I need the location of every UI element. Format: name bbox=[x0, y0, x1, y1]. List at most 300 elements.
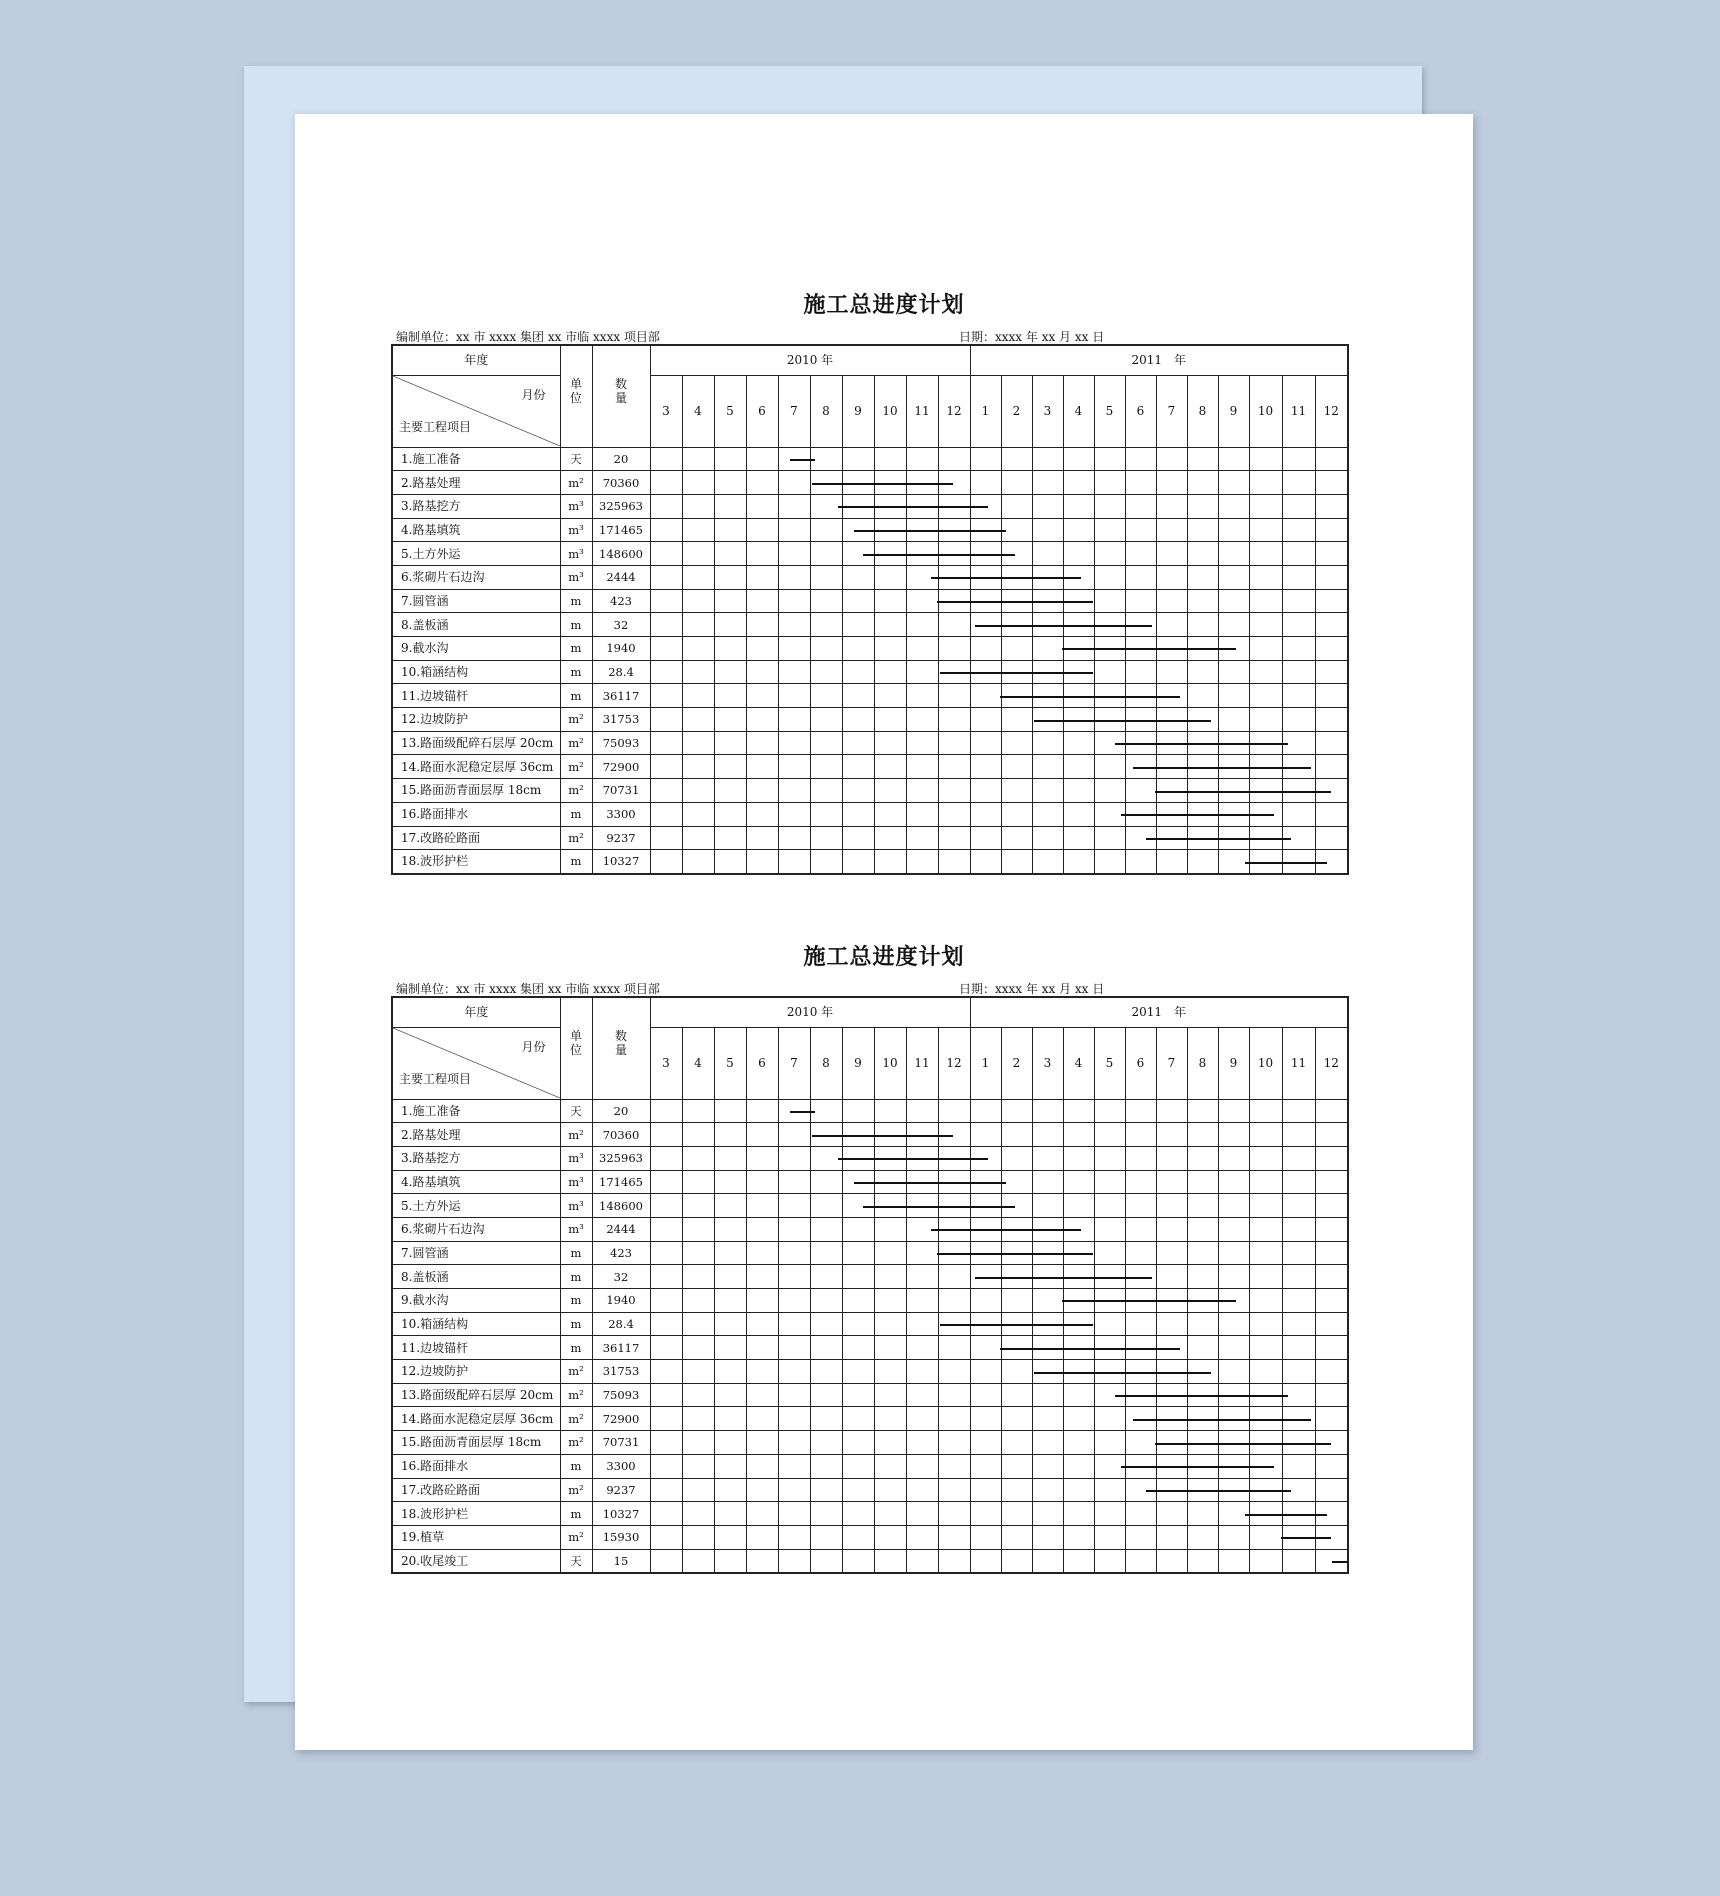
month-cell bbox=[650, 494, 682, 518]
month-cell bbox=[938, 1194, 970, 1218]
month-cell bbox=[842, 1146, 874, 1170]
month-cell bbox=[1125, 589, 1156, 613]
month-cell bbox=[810, 494, 842, 518]
table-row bbox=[392, 708, 1348, 732]
month-cell bbox=[1032, 1241, 1063, 1265]
month-cell bbox=[682, 542, 714, 566]
table-row bbox=[392, 494, 1348, 518]
month-cell bbox=[874, 1478, 906, 1502]
month-header: 3 bbox=[650, 1027, 682, 1099]
month-cell bbox=[1218, 1123, 1249, 1147]
item-name: 17.改路砼路面 bbox=[392, 1478, 560, 1502]
item-quantity: 70360 bbox=[592, 1123, 650, 1147]
month-cell bbox=[810, 1454, 842, 1478]
month-cell bbox=[970, 1289, 1001, 1313]
month-cell bbox=[1001, 471, 1032, 495]
month-cell bbox=[1156, 613, 1187, 637]
month-cell bbox=[842, 1194, 874, 1218]
item-quantity: 148600 bbox=[592, 1194, 650, 1218]
month-cell bbox=[1001, 1478, 1032, 1502]
month-cell bbox=[1094, 637, 1125, 661]
month-cell bbox=[682, 1241, 714, 1265]
month-cell bbox=[1249, 731, 1282, 755]
month-cell bbox=[1156, 589, 1187, 613]
month-cell bbox=[1218, 1431, 1249, 1455]
month-cell bbox=[1315, 1478, 1348, 1502]
month-cell bbox=[1001, 1146, 1032, 1170]
month-cell bbox=[970, 1360, 1001, 1384]
month-cell bbox=[906, 1525, 938, 1549]
month-header: 5 bbox=[714, 1027, 746, 1099]
month-header: 3 bbox=[1032, 1027, 1063, 1099]
table-row bbox=[392, 613, 1348, 637]
item-name: 12.边坡防护 bbox=[392, 1360, 560, 1384]
month-header: 7 bbox=[1156, 375, 1187, 447]
month-cell bbox=[1187, 660, 1218, 684]
month-header: 10 bbox=[1249, 1027, 1282, 1099]
month-cell bbox=[682, 1454, 714, 1478]
month-cell bbox=[970, 1312, 1001, 1336]
month-cell bbox=[1249, 1312, 1282, 1336]
month-cell bbox=[1094, 1123, 1125, 1147]
item-quantity: 31753 bbox=[592, 1360, 650, 1384]
month-cell bbox=[1218, 1194, 1249, 1218]
month-cell bbox=[906, 1360, 938, 1384]
month-cell bbox=[874, 565, 906, 589]
item-unit: m bbox=[560, 1454, 592, 1478]
month-cell bbox=[1249, 708, 1282, 732]
month-cell bbox=[714, 1289, 746, 1313]
month-cell bbox=[1063, 637, 1094, 661]
month-cell bbox=[1218, 637, 1249, 661]
item-quantity: 325963 bbox=[592, 494, 650, 518]
month-cell bbox=[1187, 1241, 1218, 1265]
table-row bbox=[392, 589, 1348, 613]
table-row bbox=[392, 1454, 1348, 1478]
month-cell bbox=[1156, 1549, 1187, 1573]
month-cell bbox=[970, 1194, 1001, 1218]
month-cell bbox=[874, 1383, 906, 1407]
month-cell bbox=[1218, 1525, 1249, 1549]
month-cell bbox=[778, 1478, 810, 1502]
month-cell bbox=[746, 1146, 778, 1170]
month-cell bbox=[714, 731, 746, 755]
month-label: 月份 bbox=[521, 388, 546, 402]
month-cell bbox=[682, 1383, 714, 1407]
month-cell bbox=[1063, 1099, 1094, 1123]
month-cell bbox=[714, 471, 746, 495]
month-cell bbox=[1001, 518, 1032, 542]
month-cell bbox=[650, 542, 682, 566]
month-cell bbox=[1218, 1549, 1249, 1573]
month-cell bbox=[842, 1170, 874, 1194]
month-cell bbox=[1282, 1383, 1315, 1407]
item-quantity: 1940 bbox=[592, 637, 650, 661]
table-row bbox=[392, 1241, 1348, 1265]
month-cell bbox=[1315, 1194, 1348, 1218]
month-cell bbox=[1218, 660, 1249, 684]
month-cell bbox=[1001, 1525, 1032, 1549]
item-name: 16.路面排水 bbox=[392, 1454, 560, 1478]
month-cell bbox=[1249, 1241, 1282, 1265]
month-cell bbox=[842, 708, 874, 732]
month-cell bbox=[1094, 494, 1125, 518]
month-cell bbox=[1282, 1431, 1315, 1455]
month-cell bbox=[650, 1525, 682, 1549]
month-cell bbox=[1315, 1146, 1348, 1170]
month-cell bbox=[1125, 1502, 1156, 1526]
month-cell bbox=[1001, 1502, 1032, 1526]
month-cell bbox=[938, 1360, 970, 1384]
month-header: 11 bbox=[1282, 1027, 1315, 1099]
month-cell bbox=[1156, 1478, 1187, 1502]
item-name: 2.路基处理 bbox=[392, 1123, 560, 1147]
month-cell bbox=[1282, 1360, 1315, 1384]
month-cell bbox=[1282, 1099, 1315, 1123]
month-cell bbox=[1282, 1217, 1315, 1241]
item-name: 15.路面沥青面层厚 18cm bbox=[392, 779, 560, 803]
month-cell bbox=[682, 1549, 714, 1573]
month-header: 10 bbox=[1249, 375, 1282, 447]
month-cell bbox=[1249, 1407, 1282, 1431]
month-cell bbox=[1125, 518, 1156, 542]
month-cell bbox=[970, 542, 1001, 566]
month-cell bbox=[1001, 1099, 1032, 1123]
month-cell bbox=[810, 589, 842, 613]
item-unit: m² bbox=[560, 1525, 592, 1549]
month-cell bbox=[1094, 542, 1125, 566]
month-cell bbox=[1315, 1123, 1348, 1147]
month-header: 5 bbox=[1094, 375, 1125, 447]
month-cell bbox=[810, 447, 842, 471]
month-cell bbox=[1063, 1502, 1094, 1526]
month-cell bbox=[746, 565, 778, 589]
month-cell bbox=[1032, 1525, 1063, 1549]
month-cell bbox=[682, 1431, 714, 1455]
month-cell bbox=[842, 1312, 874, 1336]
month-cell bbox=[1282, 1289, 1315, 1313]
month-cell bbox=[650, 1123, 682, 1147]
month-cell bbox=[778, 1360, 810, 1384]
header-year-row bbox=[392, 345, 1348, 375]
month-cell bbox=[1156, 1407, 1187, 1431]
month-cell bbox=[1156, 1525, 1187, 1549]
month-cell bbox=[1249, 1360, 1282, 1384]
month-cell bbox=[1187, 542, 1218, 566]
item-unit: m bbox=[560, 1265, 592, 1289]
month-cell bbox=[1156, 518, 1187, 542]
month-cell bbox=[1282, 731, 1315, 755]
month-cell bbox=[1063, 1383, 1094, 1407]
month-cell bbox=[778, 1549, 810, 1573]
month-cell bbox=[778, 637, 810, 661]
month-cell bbox=[1125, 447, 1156, 471]
month-cell bbox=[746, 1170, 778, 1194]
month-cell bbox=[906, 1265, 938, 1289]
month-header: 4 bbox=[682, 1027, 714, 1099]
month-cell bbox=[874, 1549, 906, 1573]
month-cell bbox=[906, 1454, 938, 1478]
month-cell bbox=[906, 1289, 938, 1313]
month-cell bbox=[1156, 542, 1187, 566]
month-header: 10 bbox=[874, 375, 906, 447]
month-cell bbox=[1032, 1454, 1063, 1478]
month-cell bbox=[714, 542, 746, 566]
month-cell bbox=[1156, 708, 1187, 732]
month-header: 8 bbox=[1187, 375, 1218, 447]
month-cell bbox=[1315, 1407, 1348, 1431]
month-cell bbox=[938, 731, 970, 755]
month-cell bbox=[682, 1407, 714, 1431]
month-cell bbox=[842, 471, 874, 495]
item-quantity: 15 bbox=[592, 1549, 650, 1573]
month-cell bbox=[1125, 1312, 1156, 1336]
month-cell bbox=[874, 731, 906, 755]
month-cell bbox=[1282, 565, 1315, 589]
month-label: 月份 bbox=[521, 1040, 546, 1054]
month-header: 11 bbox=[1282, 375, 1315, 447]
month-header: 6 bbox=[746, 375, 778, 447]
month-cell bbox=[746, 1454, 778, 1478]
month-cell bbox=[1218, 1289, 1249, 1313]
month-cell bbox=[746, 1241, 778, 1265]
month-cell bbox=[842, 731, 874, 755]
month-cell bbox=[778, 1407, 810, 1431]
month-cell bbox=[938, 684, 970, 708]
month-cell bbox=[906, 1194, 938, 1218]
month-cell bbox=[1001, 613, 1032, 637]
month-cell bbox=[1249, 613, 1282, 637]
month-cell bbox=[938, 1241, 970, 1265]
month-cell bbox=[906, 684, 938, 708]
item-unit: m² bbox=[560, 1360, 592, 1384]
month-cell bbox=[714, 1336, 746, 1360]
month-cell bbox=[1156, 637, 1187, 661]
month-cell bbox=[1249, 1099, 1282, 1123]
month-cell bbox=[810, 1123, 842, 1147]
month-cell bbox=[1032, 1360, 1063, 1384]
item-name: 14.路面水泥稳定层厚 36cm bbox=[392, 755, 560, 779]
month-cell bbox=[810, 1289, 842, 1313]
month-cell bbox=[1249, 1454, 1282, 1478]
month-cell bbox=[938, 1336, 970, 1360]
month-cell bbox=[874, 660, 906, 684]
month-cell bbox=[1218, 518, 1249, 542]
month-cell bbox=[714, 1383, 746, 1407]
month-cell bbox=[714, 1312, 746, 1336]
month-cell bbox=[1125, 565, 1156, 589]
month-header: 12 bbox=[1315, 375, 1348, 447]
month-cell bbox=[874, 447, 906, 471]
month-cell bbox=[682, 1265, 714, 1289]
month-cell bbox=[1218, 494, 1249, 518]
month-cell bbox=[1156, 1336, 1187, 1360]
month-cell bbox=[714, 1099, 746, 1123]
month-cell bbox=[714, 494, 746, 518]
month-cell bbox=[938, 1265, 970, 1289]
unit-header bbox=[560, 997, 592, 1099]
month-cell bbox=[906, 1123, 938, 1147]
month-cell bbox=[1187, 1454, 1218, 1478]
month-cell bbox=[906, 542, 938, 566]
month-cell bbox=[842, 447, 874, 471]
month-cell bbox=[1032, 447, 1063, 471]
month-cell bbox=[1001, 1123, 1032, 1147]
item-quantity: 28.4 bbox=[592, 1312, 650, 1336]
month-cell bbox=[1032, 708, 1063, 732]
month-cell bbox=[714, 613, 746, 637]
month-cell bbox=[1032, 684, 1063, 708]
item-unit: m bbox=[560, 1312, 592, 1336]
month-cell bbox=[1032, 1146, 1063, 1170]
item-unit: m² bbox=[560, 1407, 592, 1431]
month-cell bbox=[1187, 708, 1218, 732]
month-header: 2 bbox=[1001, 1027, 1032, 1099]
month-cell bbox=[1156, 1289, 1187, 1313]
month-cell bbox=[1218, 447, 1249, 471]
item-quantity: 36117 bbox=[592, 1336, 650, 1360]
month-header: 8 bbox=[810, 1027, 842, 1099]
month-cell bbox=[1094, 1336, 1125, 1360]
month-header: 11 bbox=[906, 1027, 938, 1099]
month-cell bbox=[778, 660, 810, 684]
month-cell bbox=[906, 589, 938, 613]
month-cell bbox=[1218, 565, 1249, 589]
month-cell bbox=[810, 637, 842, 661]
month-cell bbox=[1187, 1312, 1218, 1336]
item-quantity: 10327 bbox=[592, 850, 650, 874]
table-row bbox=[392, 1099, 1348, 1123]
table-row bbox=[392, 1360, 1348, 1384]
month-cell bbox=[938, 1217, 970, 1241]
month-cell bbox=[778, 1289, 810, 1313]
month-cell bbox=[1032, 1099, 1063, 1123]
month-cell bbox=[682, 613, 714, 637]
month-header: 9 bbox=[842, 1027, 874, 1099]
month-cell bbox=[714, 1502, 746, 1526]
month-cell bbox=[1001, 637, 1032, 661]
schedule-title: 施工总进度计划 bbox=[803, 293, 965, 318]
quantity-header-label: 数 量 bbox=[614, 377, 627, 406]
month-cell bbox=[1001, 542, 1032, 566]
table-row bbox=[392, 542, 1348, 566]
month-cell bbox=[874, 518, 906, 542]
month-cell bbox=[906, 494, 938, 518]
month-cell bbox=[842, 1478, 874, 1502]
month-cell bbox=[650, 1241, 682, 1265]
item-quantity: 32 bbox=[592, 1265, 650, 1289]
month-cell bbox=[1315, 660, 1348, 684]
item-quantity: 1940 bbox=[592, 1289, 650, 1313]
month-cell bbox=[778, 447, 810, 471]
month-cell bbox=[714, 1549, 746, 1573]
item-name: 6.浆砌片石边沟 bbox=[392, 565, 560, 589]
month-cell bbox=[1249, 1525, 1282, 1549]
month-cell bbox=[1001, 1407, 1032, 1431]
month-cell bbox=[1249, 1549, 1282, 1573]
item-unit: 天 bbox=[560, 1549, 592, 1573]
month-cell bbox=[906, 447, 938, 471]
month-cell bbox=[1218, 1170, 1249, 1194]
month-cell bbox=[1032, 1407, 1063, 1431]
month-cell bbox=[1094, 1360, 1125, 1384]
month-cell bbox=[714, 684, 746, 708]
month-cell bbox=[746, 660, 778, 684]
item-name: 10.箱涵结构 bbox=[392, 660, 560, 684]
month-cell bbox=[906, 1170, 938, 1194]
month-cell bbox=[682, 1099, 714, 1123]
month-cell bbox=[874, 1454, 906, 1478]
month-cell bbox=[906, 708, 938, 732]
quantity-header bbox=[592, 345, 650, 447]
month-cell bbox=[1001, 1360, 1032, 1384]
month-cell bbox=[650, 1549, 682, 1573]
table-row bbox=[392, 518, 1348, 542]
month-cell bbox=[1063, 660, 1094, 684]
month-cell bbox=[938, 1289, 970, 1313]
month-cell bbox=[1063, 518, 1094, 542]
table-row bbox=[392, 1336, 1348, 1360]
month-cell bbox=[714, 637, 746, 661]
month-cell bbox=[810, 1549, 842, 1573]
month-cell bbox=[938, 589, 970, 613]
month-cell bbox=[1125, 1383, 1156, 1407]
month-cell bbox=[650, 1407, 682, 1431]
year-label: 年度 bbox=[392, 997, 560, 1027]
item-name: 10.箱涵结构 bbox=[392, 1312, 560, 1336]
month-cell bbox=[778, 1265, 810, 1289]
month-cell bbox=[714, 1265, 746, 1289]
month-cell bbox=[1001, 447, 1032, 471]
month-cell bbox=[970, 613, 1001, 637]
month-cell bbox=[682, 708, 714, 732]
item-quantity: 171465 bbox=[592, 1170, 650, 1194]
month-header: 10 bbox=[874, 1027, 906, 1099]
month-cell bbox=[970, 1336, 1001, 1360]
month-cell bbox=[1156, 731, 1187, 755]
month-cell bbox=[1218, 542, 1249, 566]
month-cell bbox=[842, 684, 874, 708]
month-cell bbox=[1156, 1099, 1187, 1123]
month-cell bbox=[1249, 518, 1282, 542]
header-month-row bbox=[392, 1027, 1348, 1099]
month-cell bbox=[970, 1217, 1001, 1241]
month-cell bbox=[778, 1431, 810, 1455]
month-cell bbox=[1249, 494, 1282, 518]
month-cell bbox=[810, 565, 842, 589]
month-cell bbox=[1187, 1194, 1218, 1218]
item-name: 14.路面水泥稳定层厚 36cm bbox=[392, 1407, 560, 1431]
month-cell bbox=[1001, 1454, 1032, 1478]
month-cell bbox=[1125, 471, 1156, 495]
month-cell bbox=[906, 1312, 938, 1336]
month-header: 9 bbox=[842, 375, 874, 447]
month-cell bbox=[1001, 1383, 1032, 1407]
month-cell bbox=[1218, 1502, 1249, 1526]
month-header: 1 bbox=[970, 375, 1001, 447]
month-cell bbox=[874, 1502, 906, 1526]
month-cell bbox=[1156, 1454, 1187, 1478]
table-row bbox=[392, 1265, 1348, 1289]
month-cell bbox=[842, 1265, 874, 1289]
month-cell bbox=[1187, 637, 1218, 661]
month-cell bbox=[1282, 1525, 1315, 1549]
item-name: 9.截水沟 bbox=[392, 637, 560, 661]
month-cell bbox=[874, 1407, 906, 1431]
document-page bbox=[295, 114, 1473, 1750]
month-cell bbox=[1187, 1431, 1218, 1455]
month-cell bbox=[650, 1360, 682, 1384]
